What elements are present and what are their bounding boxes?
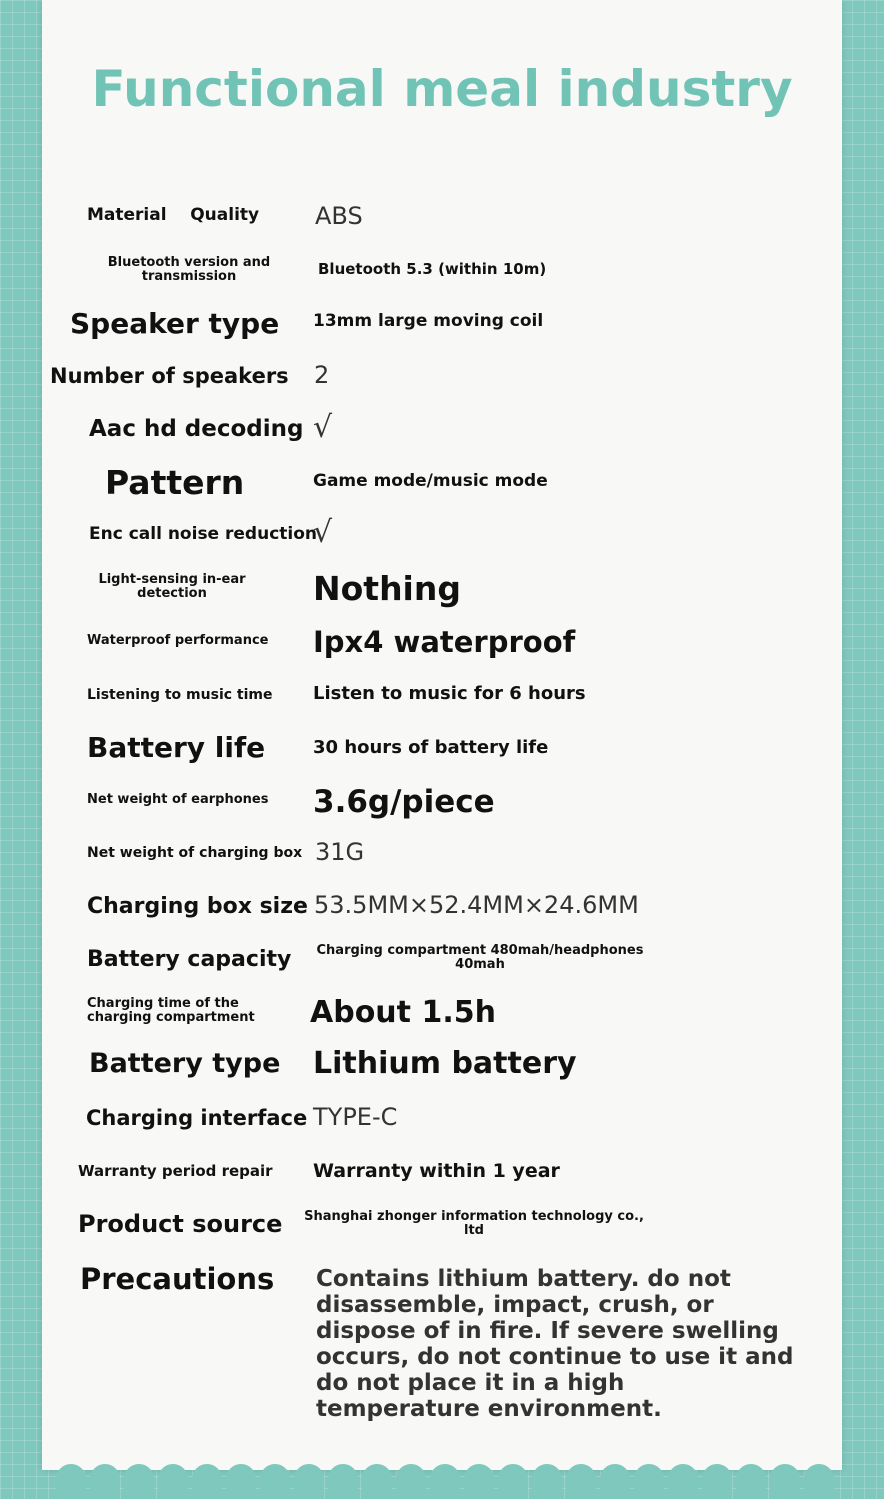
scallop-tooth	[736, 1464, 766, 1499]
box-size-value: 53.5MM×52.4MM×24.6MM	[314, 891, 639, 919]
scallop-tooth	[498, 1464, 528, 1499]
scallop-tooth	[158, 1464, 188, 1499]
warranty-value: Warranty within 1 year	[313, 1160, 560, 1182]
scallop-tooth	[668, 1464, 698, 1499]
battery-capacity-label: Battery capacity	[87, 947, 292, 972]
box-weight-label: Net weight of charging box	[87, 845, 303, 861]
charge-time-label: Charging time of the charging compartment	[87, 996, 255, 1025]
scalloped-edge	[42, 1452, 842, 1499]
pattern-value: Game mode/music mode	[313, 471, 548, 491]
scallop-tooth	[634, 1464, 664, 1499]
scallop-tooth	[532, 1464, 562, 1499]
charge-time-value: About 1.5h	[310, 995, 496, 1030]
scallop-tooth	[56, 1464, 86, 1499]
waterproof-value: Ipx4 waterproof	[313, 625, 576, 659]
scallop-tooth	[124, 1464, 154, 1499]
product-source-label: Product source	[78, 1210, 283, 1238]
battery-type-label: Battery type	[89, 1048, 281, 1079]
scallop-tooth	[226, 1464, 256, 1499]
scallop-tooth	[294, 1464, 324, 1499]
product-source-value: Shanghai zhonger information technology co., ltd	[304, 1209, 644, 1238]
material-label: Material Quality	[87, 205, 260, 225]
scallop-tooth	[770, 1464, 800, 1499]
precautions-label: Precautions	[80, 1262, 275, 1296]
battery-life-label: Battery life	[87, 731, 266, 764]
enc-label: Enc call noise reduction	[89, 524, 318, 544]
battery-life-value: 30 hours of battery life	[313, 737, 549, 758]
scallop-tooth	[600, 1464, 630, 1499]
waterproof-label: Waterproof performance	[87, 633, 269, 648]
aac-check-icon: √	[313, 410, 333, 445]
charging-interface-label: Charging interface	[86, 1106, 308, 1130]
charging-interface-value: TYPE-C	[313, 1103, 398, 1131]
earphone-weight-label: Net weight of earphones	[87, 792, 269, 807]
speaker-type-value: 13mm large moving coil	[313, 311, 544, 331]
enc-check-icon: √	[313, 515, 333, 550]
scallop-tooth	[362, 1464, 392, 1499]
scallop-tooth	[566, 1464, 596, 1499]
box-weight-value: 31G	[315, 838, 365, 866]
scallop-tooth	[464, 1464, 494, 1499]
material-value: ABS	[315, 202, 363, 230]
page-title: Functional meal industry	[91, 60, 793, 118]
bluetooth-label: Bluetooth version and transmission	[107, 255, 271, 284]
light-sensing-value: Nothing	[313, 569, 461, 608]
earphone-weight-value: 3.6g/piece	[313, 784, 495, 820]
speakers-count-label: Number of speakers	[50, 364, 289, 388]
warranty-label: Warranty period repair	[78, 1162, 273, 1180]
box-size-label: Charging box size	[87, 894, 308, 919]
scallop-tooth	[702, 1464, 732, 1499]
precautions-text: Contains lithium battery. do not disassemble, impact, crush, or dispose of in fire. If severe swelling occurs, do not continue to use it and do not place it in a high temperature environment.	[316, 1266, 794, 1422]
aac-label: Aac hd decoding	[89, 416, 304, 442]
light-sensing-label: Light-sensing in-ear detection	[98, 572, 246, 601]
scallop-tooth	[260, 1464, 290, 1499]
scallop-tooth	[192, 1464, 222, 1499]
scallop-tooth	[430, 1464, 460, 1499]
speaker-type-label: Speaker type	[70, 307, 280, 340]
scallop-tooth	[396, 1464, 426, 1499]
scallop-tooth	[804, 1464, 834, 1499]
music-time-value: Listen to music for 6 hours	[313, 683, 586, 704]
battery-capacity-value: Charging compartment 480mah/headphones 40mah	[316, 943, 644, 972]
bluetooth-value: Bluetooth 5.3 (within 10m)	[318, 260, 547, 278]
pattern-label: Pattern	[105, 463, 245, 502]
music-time-label: Listening to music time	[87, 687, 273, 703]
speakers-count-value: 2	[314, 361, 330, 389]
scallop-tooth	[90, 1464, 120, 1499]
scallop-tooth	[328, 1464, 358, 1499]
battery-type-value: Lithium battery	[313, 1046, 577, 1081]
